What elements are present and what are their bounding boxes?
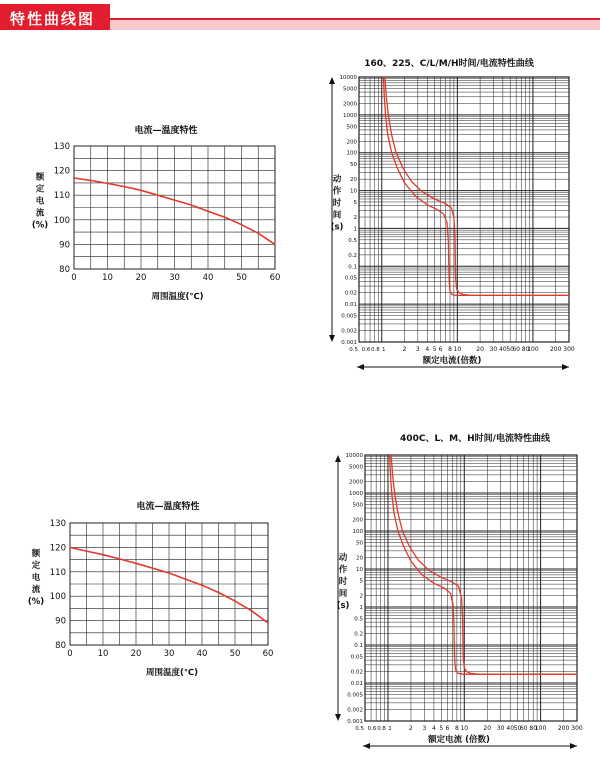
x-tick-label: 10 xyxy=(460,725,469,732)
x-tick-label: 20 xyxy=(483,725,492,732)
x-tick-label: 30 xyxy=(489,346,498,353)
y-axis-label: 时 xyxy=(338,577,348,587)
y-tick-label: 500 xyxy=(352,502,363,509)
y-tick-label: 120 xyxy=(53,166,70,177)
x-tick-label: 0 xyxy=(67,649,73,659)
x-axis-arrowhead-left xyxy=(363,743,370,749)
y-tick-label: 90 xyxy=(55,616,66,627)
x-tick-label: 0.5 xyxy=(349,347,358,353)
temperature-chart-temp2 xyxy=(70,523,268,645)
y-tick-label: 2000 xyxy=(349,479,363,486)
y-tick-label: 0.005 xyxy=(341,313,357,320)
section-title: 特性曲线图 xyxy=(10,10,96,28)
x-tick-label: 3 xyxy=(415,346,420,353)
y-tick-label: 10000 xyxy=(339,75,357,81)
y-tick-label: 5 xyxy=(353,199,357,206)
series-line xyxy=(391,455,577,674)
x-tick-label: 10 xyxy=(102,273,113,283)
x-tick-label: 300 xyxy=(563,346,575,353)
x-tick-label: 40 xyxy=(202,273,214,283)
y-tick-label: 130 xyxy=(53,142,70,152)
x-tick-label: 0.6 xyxy=(367,726,377,732)
y-tick-label: 1000 xyxy=(349,491,363,497)
y-tick-label: 500 xyxy=(346,124,357,131)
y-tick-label: 200 xyxy=(352,517,363,524)
chart-title: 400C、L、M、H时间/电流特性曲线 xyxy=(400,434,550,444)
y-axis-label: 额 xyxy=(35,172,45,183)
y-tick-label: 0.1 xyxy=(354,643,363,649)
x-axis-label: 额定电流(倍数) xyxy=(422,356,482,366)
x-tick-label: 50 xyxy=(236,273,247,283)
x-tick-label: 10 xyxy=(97,649,109,659)
x-tick-label: 40 xyxy=(499,346,507,353)
x-tick-label: 0.8 xyxy=(371,347,380,353)
y-tick-label: 110 xyxy=(53,191,70,202)
y-tick-label: 50 xyxy=(356,540,363,547)
x-tick-label: 60 xyxy=(269,273,281,283)
y-tick-label: 0.002 xyxy=(341,328,357,335)
x-tick-label: 3 xyxy=(422,725,427,732)
y-tick-label: 0.05 xyxy=(350,654,363,661)
x-tick-label: 10 xyxy=(453,346,462,353)
x-tick-label: 0.6 xyxy=(361,347,371,353)
x-tick-label: 0 xyxy=(71,273,77,283)
y-tick-label: 10000 xyxy=(345,453,363,459)
y-axis-arrowhead-up xyxy=(335,455,341,462)
x-tick-label: 50 xyxy=(229,649,241,659)
y-tick-label: 0.001 xyxy=(347,719,363,725)
x-tick-label: 50 xyxy=(513,725,522,732)
x-tick-label: 80 xyxy=(529,725,538,732)
y-tick-label: 200 xyxy=(346,139,357,146)
y-tick-label: 0.5 xyxy=(354,616,363,623)
x-tick-label: 0.8 xyxy=(377,726,386,732)
x-tick-label: 50 xyxy=(506,346,514,353)
y-tick-label: 10 xyxy=(356,567,363,573)
y-axis-label: 动 xyxy=(338,553,348,563)
y-tick-label: 130 xyxy=(49,519,66,529)
y-axis-arrowhead-up xyxy=(329,77,335,84)
y-tick-label: 20 xyxy=(350,177,357,184)
y-tick-label: 100 xyxy=(346,150,357,157)
x-tick-label: 60 xyxy=(519,725,528,732)
x-axis-label: 额定电流 (倍数) xyxy=(428,735,490,745)
x-tick-label: 60 xyxy=(512,346,520,353)
x-tick-label: 0.5 xyxy=(355,726,364,732)
y-tick-label: 0.05 xyxy=(344,275,357,282)
x-tick-label: 20 xyxy=(476,346,484,353)
x-tick-label: 200 xyxy=(549,346,562,353)
x-tick-label: 6 xyxy=(445,725,450,732)
y-tick-label: 80 xyxy=(55,641,66,651)
y-axis-label: 间 xyxy=(338,589,348,599)
y-tick-label: 0.1 xyxy=(348,264,357,271)
x-tick-label: 40 xyxy=(196,649,208,659)
x-tick-label: 6 xyxy=(438,346,443,353)
y-axis-label: 作 xyxy=(332,186,342,197)
temperature-chart-temp1 xyxy=(74,146,275,269)
x-tick-label: 2 xyxy=(409,725,413,732)
y-axis-label: (%) xyxy=(27,597,45,607)
y-axis-label: 电 xyxy=(31,573,41,583)
y-tick-label: 5000 xyxy=(349,464,363,471)
chart-title: 160、225、C/L/M/H时间/电流特性曲线 xyxy=(364,59,534,69)
y-axis-label: (s) xyxy=(330,222,344,233)
y-axis-label: 定 xyxy=(35,184,45,195)
x-tick-label: 100 xyxy=(527,346,539,353)
y-tick-label: 1000 xyxy=(343,112,357,119)
x-tick-label: 8 xyxy=(448,346,452,353)
x-tick-label: 30 xyxy=(163,649,175,659)
x-tick-label: 20 xyxy=(130,649,142,659)
y-tick-label: 0.02 xyxy=(350,669,363,676)
x-tick-label: 1 xyxy=(388,726,392,732)
x-axis-label: 周围温度(℃) xyxy=(151,292,204,302)
y-axis-arrowhead-down xyxy=(329,335,335,342)
series-line xyxy=(383,77,569,295)
y-tick-label: 100 xyxy=(53,215,70,226)
y-tick-label: 0.01 xyxy=(344,302,357,309)
x-tick-label: 100 xyxy=(534,725,547,732)
y-tick-label: 0.2 xyxy=(348,252,357,259)
y-axis-label: 电 xyxy=(35,196,45,207)
x-tick-label: 30 xyxy=(169,273,180,283)
y-tick-label: 0.2 xyxy=(354,631,363,638)
y-axis-label: 作 xyxy=(338,565,348,575)
x-tick-label: 60 xyxy=(262,649,274,659)
y-axis-label: 时 xyxy=(332,198,342,209)
x-tick-label: 5 xyxy=(439,725,444,732)
y-tick-label: 1 xyxy=(353,226,357,233)
y-tick-label: 2 xyxy=(353,215,357,222)
y-tick-label: 2 xyxy=(359,593,363,600)
y-tick-label: 5 xyxy=(359,578,363,585)
chart-title: 电流—温度特性 xyxy=(136,502,200,512)
y-tick-label: 10 xyxy=(350,188,357,195)
y-tick-label: 0.002 xyxy=(347,707,363,714)
y-tick-label: 1 xyxy=(359,605,363,611)
x-axis-label: 周围温度(℃) xyxy=(145,668,199,678)
y-tick-label: 120 xyxy=(49,543,66,554)
x-tick-label: 4 xyxy=(425,346,430,353)
y-axis-label: 定 xyxy=(31,561,41,571)
x-tick-label: 1 xyxy=(382,347,386,353)
y-axis-label: 动 xyxy=(332,174,342,185)
y-tick-label: 0.5 xyxy=(348,237,357,244)
y-tick-label: 0.005 xyxy=(347,692,363,699)
y-axis-label: 流 xyxy=(35,208,45,219)
x-tick-label: 40 xyxy=(506,725,515,732)
y-tick-label: 100 xyxy=(352,529,363,535)
y-tick-label: 110 xyxy=(49,567,66,578)
y-axis-label: (%) xyxy=(31,220,49,231)
trip-chart-trip2 xyxy=(335,455,577,749)
y-axis-label: 间 xyxy=(332,210,342,221)
x-tick-label: 8 xyxy=(454,725,459,732)
y-tick-label: 0.01 xyxy=(350,681,363,687)
y-tick-label: 5000 xyxy=(343,86,357,93)
x-axis-arrowhead-right xyxy=(562,364,569,370)
x-tick-label: 300 xyxy=(571,725,583,732)
y-axis-label: 额 xyxy=(31,549,41,559)
x-axis-arrowhead-right xyxy=(570,743,577,749)
x-tick-label: 80 xyxy=(521,346,530,353)
y-axis-label: 流 xyxy=(31,585,41,595)
y-tick-label: 0.02 xyxy=(344,290,357,297)
y-axis-label: (s) xyxy=(336,601,350,611)
x-tick-label: 200 xyxy=(557,725,570,732)
x-tick-label: 30 xyxy=(496,725,505,732)
x-tick-label: 2 xyxy=(402,346,407,353)
trip-chart-trip1 xyxy=(329,77,569,370)
y-tick-label: 50 xyxy=(350,162,357,169)
x-tick-label: 5 xyxy=(432,346,437,353)
x-axis-arrowhead-left xyxy=(357,364,364,370)
series-line xyxy=(385,77,569,295)
x-tick-label: 4 xyxy=(432,725,436,732)
series-line xyxy=(390,455,577,674)
chart-title: 电流—温度特性 xyxy=(134,126,198,136)
y-tick-label: 0.001 xyxy=(341,340,357,346)
y-tick-label: 20 xyxy=(356,555,363,562)
y-tick-label: 80 xyxy=(59,265,70,275)
y-tick-label: 90 xyxy=(59,240,70,251)
x-tick-label: 20 xyxy=(135,273,147,283)
y-axis-arrowhead-down xyxy=(335,714,341,721)
y-tick-label: 100 xyxy=(49,592,66,603)
y-tick-label: 2000 xyxy=(343,101,357,108)
